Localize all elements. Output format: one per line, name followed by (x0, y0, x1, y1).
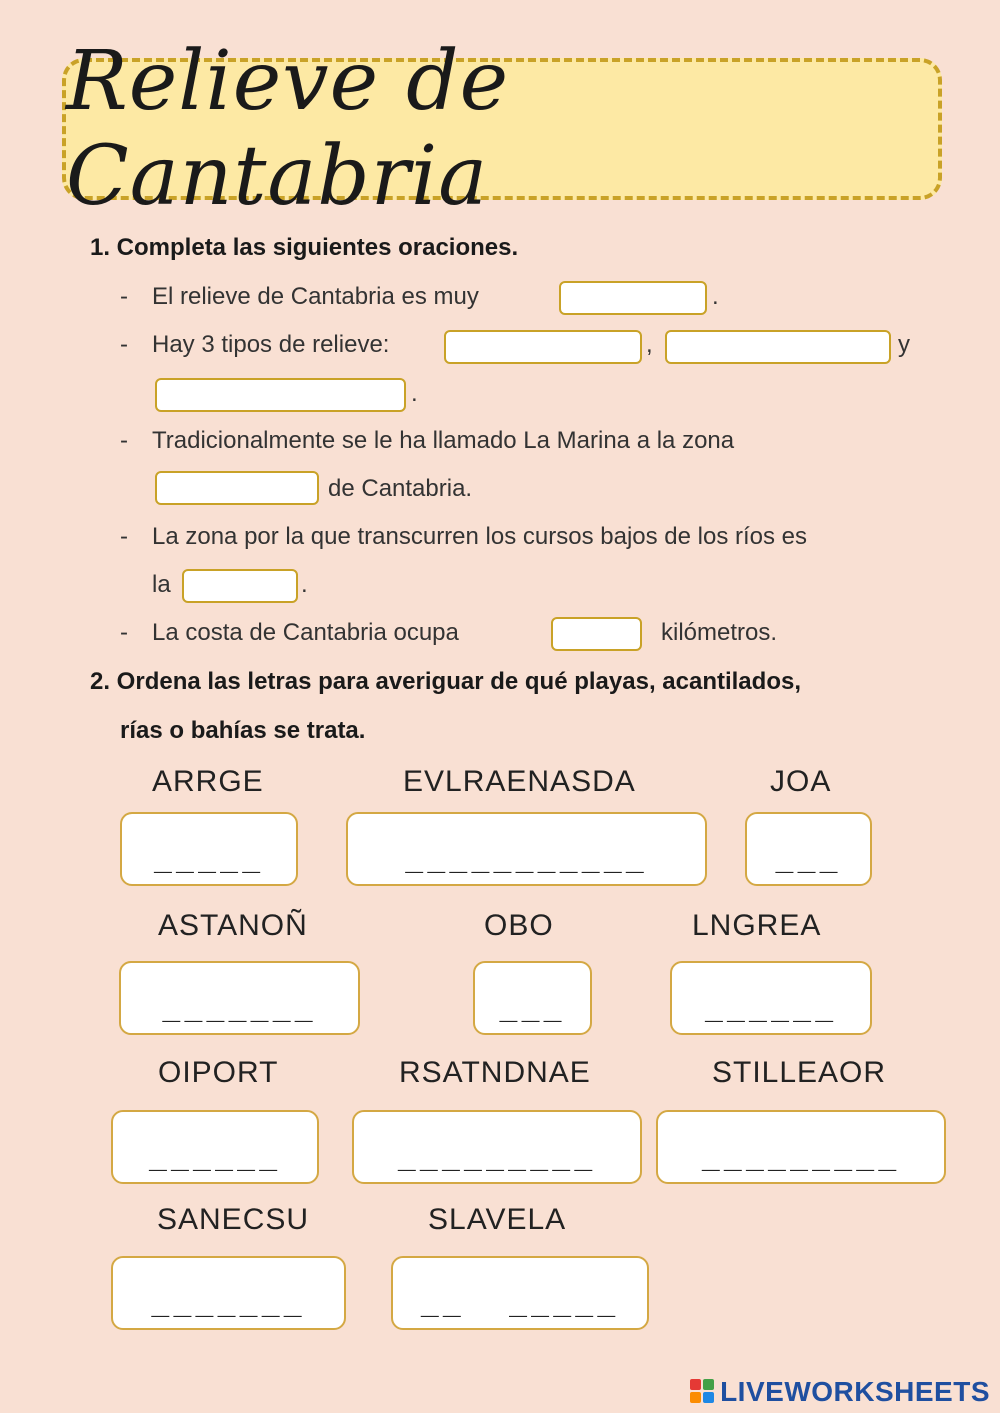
sentence-6-text: La zona por la que transcurren los cursos bajos de los ríos es (152, 523, 808, 550)
blank-coast-km[interactable] (551, 617, 642, 651)
scrambled-word: RSATNDNAE (399, 1056, 591, 1089)
blank-river-zone[interactable] (182, 569, 298, 603)
scrambled-word: SLAVELA (428, 1203, 567, 1236)
sentence-8-end: kilómetros. (661, 619, 778, 646)
answer-box[interactable]: ___ (473, 961, 592, 1035)
answer-box[interactable]: _______ (111, 1256, 346, 1330)
sentence-1-end: . (712, 283, 719, 310)
answer-box[interactable]: ______ (111, 1110, 319, 1184)
scrambled-word: LNGREA (692, 909, 822, 942)
blank-relief-type[interactable] (559, 281, 707, 315)
answer-box[interactable]: __ _____ (391, 1256, 649, 1330)
title-banner (62, 34, 942, 224)
sentence-1-text: El relieve de Cantabria es muy (152, 283, 479, 310)
scrambled-word: ASTANOÑ (158, 909, 308, 942)
sentence-5-text: de Cantabria. (328, 475, 473, 502)
sentence-3-end: . (411, 380, 418, 407)
answer-box[interactable]: _____ (120, 812, 298, 886)
section2-heading-line2: rías o bahías se trata. (120, 717, 366, 744)
bullet-dash: - (120, 331, 128, 358)
section2-heading-line1: 2. Ordena las letras para averiguar de qué playas, acantilados, (90, 668, 801, 695)
scrambled-word: EVLRAENASDA (403, 765, 636, 798)
scrambled-word: JOA (770, 765, 832, 798)
blank-relief-3[interactable] (155, 378, 406, 412)
bullet-dash: - (120, 427, 128, 454)
answer-box[interactable]: _______ (119, 961, 360, 1035)
scrambled-word: OIPORT (158, 1056, 279, 1089)
blank-relief-2[interactable] (665, 330, 891, 364)
bullet-dash: - (120, 523, 128, 550)
sentence-8-text: La costa de Cantabria ocupa (152, 619, 459, 646)
answer-box[interactable]: ___ (745, 812, 872, 886)
page-title: Relieve de Cantabria (66, 34, 510, 224)
blank-relief-1[interactable] (444, 330, 642, 364)
scrambled-word: SANECSU (157, 1203, 310, 1236)
scrambled-word: STILLEAOR (712, 1056, 887, 1089)
sentence-7-end: . (301, 571, 308, 598)
brand-name: LIVEWORKSHEETS (720, 1376, 990, 1407)
sentence-2-text: Hay 3 tipos de relieve: (152, 331, 390, 358)
liveworksheets-brand[interactable] (690, 1376, 990, 1408)
blank-la-marina-zone[interactable] (155, 471, 319, 505)
answer-box[interactable]: ___________ (346, 812, 707, 886)
liveworksheets-logo-icon (690, 1379, 716, 1405)
sentence-4-text: Tradicionalmente se le ha llamado La Marina a la zona (152, 427, 735, 454)
bullet-dash: - (120, 283, 128, 310)
sentence-2-y: y (898, 331, 910, 358)
scrambled-word: ARRGE (152, 765, 264, 798)
answer-box[interactable]: _________ (352, 1110, 642, 1184)
bullet-dash: - (120, 619, 128, 646)
sentence-7-text: la (152, 571, 171, 598)
scrambled-word: OBO (484, 909, 554, 942)
section1-heading: 1. Completa las siguientes oraciones. (90, 234, 519, 261)
sentence-2-comma: , (646, 331, 653, 358)
answer-box[interactable]: ______ (670, 961, 872, 1035)
answer-box[interactable]: _________ (656, 1110, 946, 1184)
